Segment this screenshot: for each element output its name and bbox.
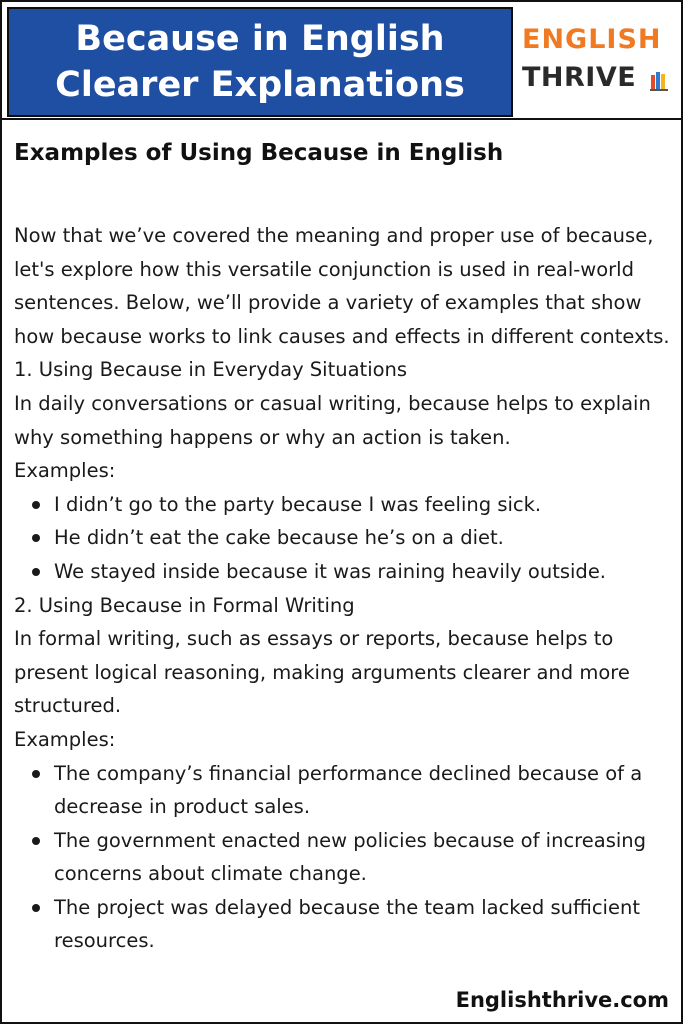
section-2-description: In formal writing, such as essays or reports, because helps to present logical reasoning, making arguments clearer and more structured. [14,627,630,718]
bullet-icon [32,534,40,542]
logo-text-thrive: THRIVE [522,62,637,93]
section-2-examples-label: Examples: [14,727,116,751]
example-text: I didn’t go to the party because I was feeling sick. [54,492,542,516]
section-1-title: 1. Using Because in Everyday Situations [14,358,408,382]
books-icon [650,69,670,91]
example-text: The company’s financial performance declined because of a decrease in product sales. [54,761,643,819]
bullet-icon [32,568,40,576]
section-2-example-list [14,757,674,959]
section-1-examples-label: Examples: [14,459,116,483]
example-text: He didn’t eat the cake because he’s on a diet. [54,526,504,550]
bullet-icon [32,904,40,912]
logo-text-english: ENGLISH [522,24,662,55]
list-item [54,488,674,522]
title-line-1: Because in English [75,19,445,59]
section-1-description: In daily conversations or casual writing, because helps to explain why something happens or why an action is taken. [14,391,651,449]
english-thrive-logo [522,24,672,104]
footer-site-link[interactable]: Englishthrive.com [455,988,669,1012]
intro-paragraph: Now that we’ve covered the meaning and proper use of because, let's explore how this versatile conjunction is used in real-world sentences. Below, we’ll provide a variety of examples that show how because works to link causes and effects in different contexts. [14,224,670,348]
list-item [54,757,674,824]
article [14,132,674,958]
article-body [14,219,674,958]
example-text: The project was delayed because the team lacked sufficient resources. [54,895,640,953]
list-item [54,824,674,891]
article-heading: Examples of Using Because in English [14,140,504,166]
section-1-example-list [14,488,674,589]
example-text: We stayed inside because it was raining heavily outside. [54,559,607,583]
example-text: The government enacted new policies because of increasing concerns about climate change. [54,828,647,886]
title-line-2: Clearer Explanations [55,65,465,105]
title-banner [7,7,513,117]
list-item [54,555,674,589]
header [2,2,681,120]
bullet-icon [32,501,40,509]
section-2-title: 2. Using Because in Formal Writing [14,593,355,617]
list-item [54,521,674,555]
bullet-icon [32,837,40,845]
list-item [54,891,674,958]
bullet-icon [32,770,40,778]
